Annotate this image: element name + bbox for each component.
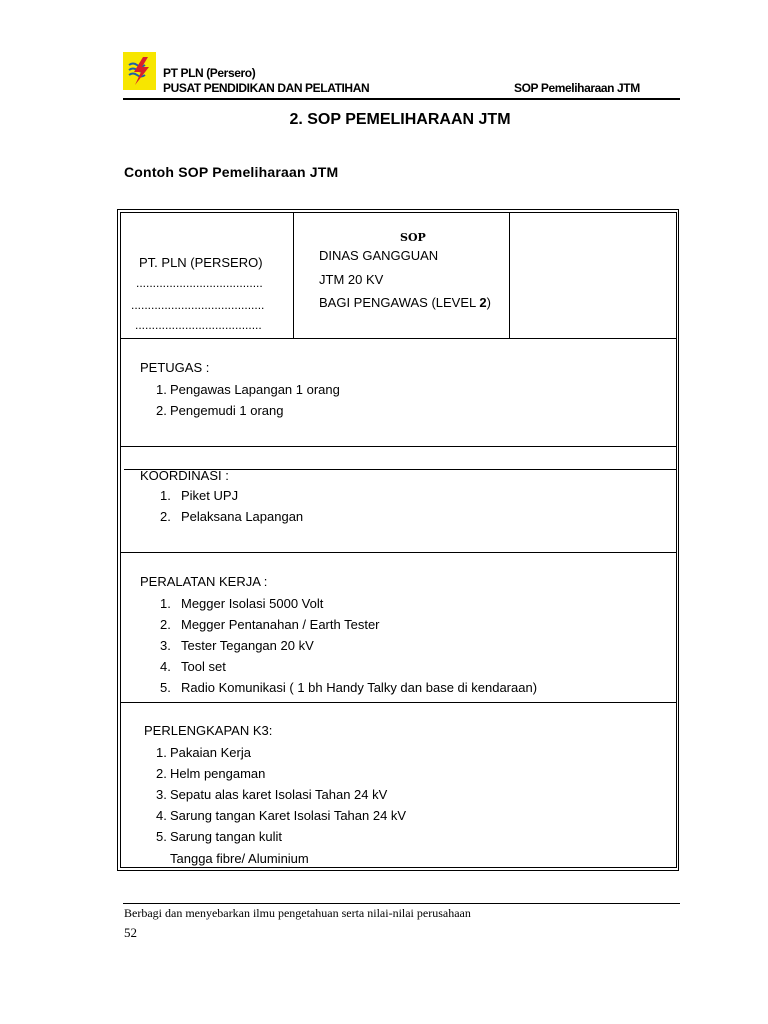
table-border: [120, 867, 676, 868]
list-item: [156, 742, 406, 763]
item-number: 4.: [160, 659, 171, 674]
sop-line-3-suffix: ): [486, 295, 491, 310]
sop-line-3-prefix: BAGI PENGAWAS (LEVEL: [319, 295, 480, 310]
row-divider: [120, 702, 676, 703]
list-item: [160, 614, 537, 635]
header-department: PUSAT PENDIDIKAN DAN PELATIHAN: [163, 81, 370, 95]
page-title: 2. SOP PEMELIHARAAN JTM: [289, 111, 511, 128]
item-number: 1.: [156, 745, 167, 760]
item-number: 2.: [160, 509, 171, 524]
sop-level: 2: [479, 295, 487, 310]
page-number: 52: [124, 925, 137, 940]
k3-list: [156, 742, 406, 847]
list-item: [156, 400, 340, 421]
item-text: Pakaian Kerja: [170, 745, 251, 760]
section-subtitle: Contoh SOP Pemeliharaan JTM: [124, 164, 339, 180]
header-divider: [123, 98, 680, 100]
item-number: 3.: [160, 638, 171, 653]
pln-lightning-logo-icon: [123, 52, 156, 90]
list-item: [160, 656, 537, 677]
list-item: [160, 677, 537, 698]
list-item: [160, 485, 303, 506]
k3-extra-line: Tangga fibre/ Aluminium: [170, 851, 309, 866]
item-text: Sarung tangan Karet Isolasi Tahan 24 kV: [170, 808, 407, 823]
fill-in-line: ......................................: [136, 276, 263, 290]
item-text: Pengawas Lapangan 1 orang: [170, 382, 340, 397]
row-divider: [120, 338, 676, 339]
list-item: [160, 635, 537, 656]
fill-in-line: ........................................: [131, 298, 265, 312]
item-text: Radio Komunikasi ( 1 bh Handy Talky dan base di kendaraan): [181, 680, 538, 695]
fill-in-line: ......................................: [135, 318, 262, 332]
item-text: Helm pengaman: [170, 766, 266, 781]
list-item: [156, 379, 340, 400]
item-number: 2.: [156, 403, 167, 418]
list-item: [156, 763, 406, 784]
footer-divider: [123, 903, 680, 904]
list-item: [156, 784, 406, 805]
item-number: 2.: [160, 617, 171, 632]
item-number: 5.: [156, 829, 167, 844]
column-divider: [509, 212, 510, 338]
item-number: 1.: [160, 488, 171, 503]
peralatan-list: [160, 593, 537, 698]
item-number: 1.: [156, 382, 167, 397]
item-number: 3.: [156, 787, 167, 802]
list-item: [156, 805, 406, 826]
list-item: [160, 506, 303, 527]
item-text: Sarung tangan kulit: [170, 829, 283, 844]
sop-line-1: DINAS GANGGUAN: [319, 248, 439, 263]
sop-line-2: JTM 20 KV: [319, 272, 384, 287]
item-number: 5.: [160, 680, 171, 695]
item-text: Megger Isolasi 5000 Volt: [181, 596, 324, 611]
item-text: Piket UPJ: [181, 488, 239, 503]
item-text: Tool set: [181, 659, 226, 674]
header-company: PT PLN (Persero): [163, 66, 256, 80]
org-name: PT. PLN (PERSERO): [139, 255, 263, 270]
item-text: Pengemudi 1 orang: [170, 403, 284, 418]
header-document-title: SOP Pemeliharaan JTM: [514, 81, 640, 95]
footer-text: Berbagi dan menyebarkan ilmu pengetahuan serta nilai-nilai perusahaan: [124, 906, 471, 920]
list-item: [156, 826, 406, 847]
peralatan-heading: PERALATAN KERJA :: [140, 574, 268, 589]
koordinasi-heading: KOORDINASI :: [140, 468, 229, 483]
row-divider: [120, 446, 676, 447]
petugas-list: [156, 379, 340, 421]
list-item: [160, 593, 537, 614]
koordinasi-list: [160, 485, 303, 527]
column-divider: [293, 212, 294, 338]
item-number: 4.: [156, 808, 167, 823]
item-text: Tester Tegangan 20 kV: [181, 638, 314, 653]
sop-label: SOP: [400, 231, 426, 244]
row-divider: [120, 552, 676, 553]
item-text: Pelaksana Lapangan: [181, 509, 304, 524]
item-text: Sepatu alas karet Isolasi Tahan 24 kV: [170, 787, 388, 802]
table-border: [120, 212, 121, 868]
item-text: Megger Pentanahan / Earth Tester: [181, 617, 380, 632]
sop-line-3: [319, 295, 491, 310]
k3-heading: PERLENGKAPAN K3:: [144, 723, 273, 738]
item-number: 1.: [160, 596, 171, 611]
table-border: [676, 212, 677, 868]
table-border: [120, 212, 676, 213]
item-number: 2.: [156, 766, 167, 781]
petugas-heading: PETUGAS :: [140, 360, 210, 375]
